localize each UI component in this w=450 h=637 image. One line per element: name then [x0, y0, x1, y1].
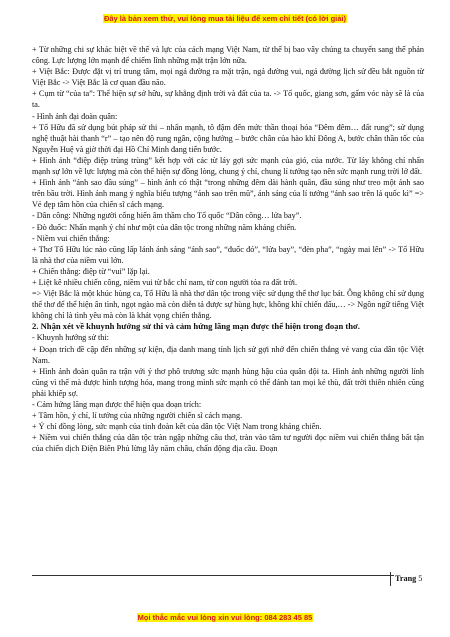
paragraph: - Hình ảnh đại đoàn quân: — [32, 111, 118, 121]
paragraph: - Dân công: Những người cống hiến âm thầm cho Tổ quốc “Dân công… lửa bay”. — [32, 211, 302, 221]
section-heading: 2. Nhận xét về khuynh hướng sử thi và cảm hứng lãng mạn được thể hiện trong đoạn thơ. — [32, 321, 360, 332]
paragraph: + Việt Bắc: Được đặt vị trí trung tâm, mọi ngả đường ra mặt trận, ngả đường vui, ngả đường lịch sử đều bắt nguồn từ Việt Bắc -> Việt Bắc là cơ quan đầu não. — [32, 67, 424, 88]
paragraph: + Hình ảnh đoàn quân ra trận với ý thơ phô trương sức mạnh hùng hậu của quân đội ta. Hình ảnh những người lính cũng vì thế mà được hình tượng hóa, mang trong mình sức mạnh có thể đánh tan mọi kẻ thù, đất trời thiên nhiên cũng phải khiếp sợ. — [32, 366, 424, 398]
footer-divider — [32, 575, 394, 576]
paragraph: + Tâm hồn, ý chí, lí tưởng của những người chiến sĩ cách mạng. — [32, 411, 243, 421]
paragraph: + Chiến thắng: điệp từ “vui” lặp lại. — [32, 266, 150, 276]
paragraph: + Hình ảnh “điệp điệp trùng trùng” kết hợp với các từ láy gợi sức mạnh của gió, của nước. Từ láy không chỉ nhấn mạnh sự lớn về lực lượng mà còn thể hiện sự đồng lòng, chung ý chí, chung lí tưởng tạo nên sức mạnh rung trời lở đất. — [32, 155, 424, 177]
paragraph: + Niềm vui chiến thắng của dân tộc tràn ngập những câu thơ, tràn vào tâm tư người đọc niềm vui chiến thắng bất tận của chiến dịch Điện Biên Phủ lừng lẫy năm châu, chấn động địa cầu. Đoạn — [32, 433, 424, 454]
preview-banner — [0, 14, 450, 23]
document-body — [32, 44, 424, 454]
paragraph: + Từ những chi sự khác biệt về thế và lực của cách mạng Việt Nam, từ thế bị bao vây chúng ta chuyển sang thế phản công. Lực lượng lớn mạnh để chiếm lĩnh những mặt trận lớn nữa. — [32, 45, 424, 66]
paragraph: - Cảm hứng lãng mạn được thể hiện qua đoạn trích: — [32, 400, 202, 409]
footer-contact — [0, 613, 450, 622]
page-label: Trang — [395, 574, 417, 583]
paragraph: + Cụm từ “của ta”: Thể hiện sự sở hữu, sự khẳng định trời và đất của ta. -> Tổ quốc, giang sơn, gấm vóc này sẽ là của ta. — [32, 89, 424, 110]
paragraph: - Đò đuốc: Nhấn mạnh ý chí như một của dân tộc trong những năm kháng chiến. — [32, 222, 297, 232]
paragraph: + Tố Hữu đã sử dụng bút pháp sử thi – nhấn mạnh, tô đậm đến mức thần thoại hóa “Đêm đêm… đất rung”; sử dụng nghệ thuật hài thanh “r” – tạo nên độ rung ngân, cộng hưởng – bước chân của hào khí Đông A, bước chân thần tốc của Nguyễn Huệ và giờ thời đại Hồ Chí Minh đang tiến bước. — [32, 122, 424, 154]
paragraph: => Việt Bắc là một khúc hùng ca, Tố Hữu là nhà thơ dân tộc trong việc sử dụng thể thơ lục bát. Ông không chỉ sử dụng thể thơ để thể hiện ân tình, ngọt ngào mà còn diễn tả được sự hùng hực, không khí chiến đấu,… -> Ngôn ngữ tiếng Việt không chỉ là tình yêu mà còn là khát vọng chiến thắng. — [32, 289, 424, 321]
paragraph: + Ý chí đồng lòng, sức mạnh của tinh đoàn kết của dân tộc Việt Nam trong kháng chiến. — [32, 422, 322, 432]
paragraph: + Hình ảnh “ánh sao đầu súng” – hình ảnh có thật “trong những đêm dài hành quân, đầu súng như treo một ánh sao trên bầu trời. Hình ảnh mang ý nghĩa biểu tượng “ánh sao trên mũ”, ánh sáng của lí tưởng “ánh sao trên lá quốc kì” => Vẻ đẹp tâm hồn của chiến sĩ cách mạng. — [32, 178, 424, 210]
paragraph: + Liệt kê nhiều chiến công, niềm vui từ bắc chí nam, từ con người tỏa ra đất trời. — [32, 277, 298, 287]
paragraph: - Khuynh hướng sử thi: — [32, 333, 109, 343]
page-number: 5 — [418, 574, 423, 583]
paragraph: + Đoạn trích đề cập đến những sự kiện, địa danh mang tính lịch sử gợi nhớ đến chiến thắng vẻ vang của dân tộc Việt Nam. — [32, 344, 424, 365]
footer-contact-text: Mọi thắc mắc vui lòng xin vui lòng: 084 283 45 85 — [137, 613, 313, 622]
preview-banner-text: Đây là bản xem thử, vui lòng mua tài liệu để xem chi tiết (có lời giải) — [103, 14, 347, 23]
paragraph: + Thơ Tố Hữu lúc nào cũng lấp lánh ánh sáng “ánh sao”, “đuốc đỏ”, “lửa bay”, “đèn pha”, “ngày mai lên” -> Tố Hữu là nhà thơ của niềm vui lớn. — [32, 244, 424, 265]
page-number-box — [390, 572, 422, 586]
paragraph: - Niềm vui chiến thắng: — [32, 233, 110, 243]
